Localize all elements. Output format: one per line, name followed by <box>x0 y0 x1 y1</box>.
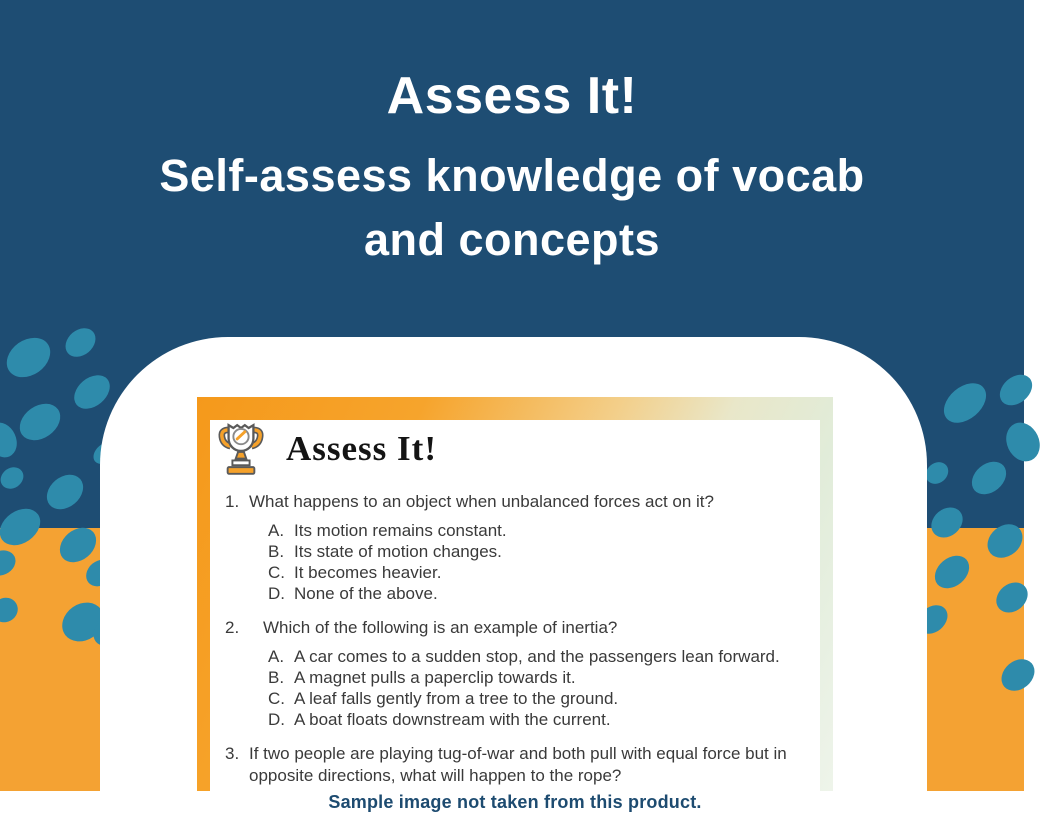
option-text: Its motion remains constant. <box>294 521 507 540</box>
option-row <box>268 520 820 541</box>
option-text: A car comes to a sudden stop, and the passengers lean forward. <box>294 647 780 666</box>
worksheet-header <box>220 420 820 478</box>
question-text: Which of the following is an example of inertia? <box>263 618 618 637</box>
worksheet-frame <box>197 397 833 812</box>
option-text: A leaf falls gently from a tree to the ground. <box>294 689 619 708</box>
option-letter: D. <box>268 710 285 729</box>
option-row <box>268 541 820 562</box>
page-subtitle <box>0 144 1024 272</box>
option-letter: A. <box>268 647 285 666</box>
question-2 <box>225 617 820 639</box>
option-row <box>268 562 820 583</box>
option-letter: B. <box>268 542 285 561</box>
trophy-with-checkmark-icon <box>220 422 262 476</box>
option-letter: A. <box>268 521 285 540</box>
subtitle-line-2: and concepts <box>363 214 661 265</box>
option-letter: C. <box>268 563 285 582</box>
page-title: Assess It! <box>386 67 638 125</box>
question-list <box>225 491 820 787</box>
question-3 <box>225 743 820 787</box>
question-number: 3. <box>225 744 240 763</box>
question-2-options <box>268 646 820 730</box>
option-text: Its state of motion changes. <box>294 542 502 561</box>
question-1 <box>225 491 820 513</box>
sample-disclaimer: Sample image not taken from this product. <box>328 792 702 812</box>
option-text: It becomes heavier. <box>294 563 442 582</box>
question-number: 1. <box>225 492 240 511</box>
option-text: None of the above. <box>294 584 438 603</box>
option-text: A boat floats downstream with the current. <box>294 710 611 729</box>
question-text: What happens to an object when unbalanced forces act on it? <box>249 492 714 511</box>
worksheet-page <box>210 420 820 812</box>
question-number: 2. <box>225 618 240 637</box>
option-letter: B. <box>268 668 285 687</box>
option-row <box>268 667 820 688</box>
subtitle-line-1: Self-assess knowledge of vocab <box>159 150 865 201</box>
worksheet-title: Assess It! <box>286 429 437 468</box>
hero-heading <box>0 66 1024 272</box>
option-text: A magnet pulls a paperclip towards it. <box>294 668 576 687</box>
option-row <box>268 709 820 730</box>
question-text: If two people are playing tug-of-war and both pull with equal force but in opposite directions, what will happen to the rope? <box>249 744 787 785</box>
option-letter: D. <box>268 584 285 603</box>
option-row <box>268 646 820 667</box>
question-1-options <box>268 520 820 604</box>
option-letter: C. <box>268 689 285 708</box>
option-row <box>268 688 820 709</box>
option-row <box>268 583 820 604</box>
